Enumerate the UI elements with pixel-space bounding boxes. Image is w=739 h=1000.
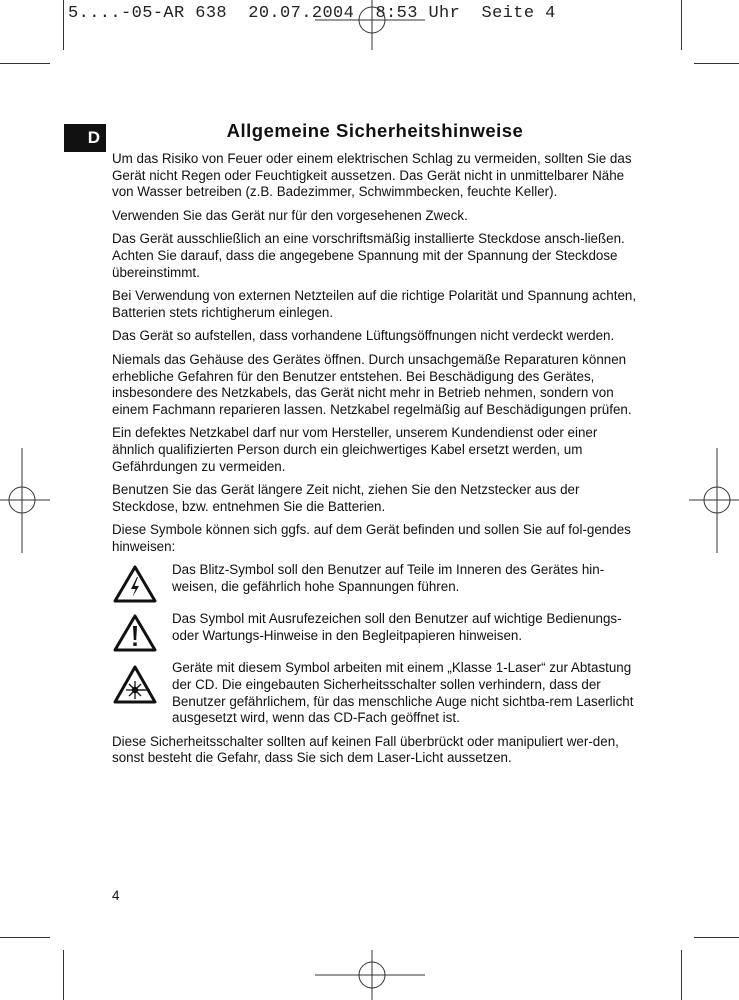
print-slug: 5....-05-AR 638 20.07.2004 8:53 Uhr Seite 4 [68, 4, 556, 23]
registration-mark-right-icon [689, 448, 739, 553]
crop-mark-top-right-v [681, 0, 682, 50]
language-tab: D [64, 124, 106, 152]
paragraph: Verwenden Sie das Gerät nur für den vorgesehenen Zweck. [112, 207, 468, 223]
laser-warning-icon [112, 660, 172, 706]
paragraph: Bei Verwendung von externen Netzteilen auf die richtige Polarität und Spannung achten, Batterien stets richtigherum einlegen. [112, 288, 637, 320]
registration-mark-left-icon [0, 448, 50, 553]
symbol-description: Geräte mit diesem Symbol arbeiten mit einem „Klasse 1-Laser“ zur Abtastung der CD. Die eingebauten Sicherheitsschalter sollen verhindern, dass der Benutzer gefährlichem, für das menschliche Auge nicht sichtba-rem Laserlicht ausgesetzt wird, wenn das CD-Fach geöffnet ist. [172, 660, 634, 726]
crop-mark-bottom-right-v [681, 950, 682, 1000]
registration-mark-bottom-icon [315, 950, 425, 1000]
paragraph: Ein defektes Netzkabel darf nur vom Hersteller, unserem Kundendienst oder einer ähnlich qualifizierten Person durch ein gleichwertiges Kabel ersetzt werden, um Gefährdungen zu vermeiden. [112, 425, 598, 474]
crop-mark-bottom-left-v [63, 950, 64, 1000]
symbol-row-exclamation [112, 611, 642, 653]
paragraph: Niemals das Gehäuse des Gerätes öffnen. Durch unsachgemäße Reparaturen können erhebliche Gefahren für den Benutzer entstehen. Bei Beschädigung des Gerätes, insbesondere des Netzkabels, das Gerät nicht mehr in Betrieb nehmen, sondern von einem Fachmann reparieren lassen. Netzkabel regelmäßig auf Beschädigungen prüfen. [112, 351, 632, 417]
page-number: 4 [112, 888, 120, 903]
registration-mark-top-icon [315, 0, 425, 50]
crop-mark-bottom-left-h [0, 937, 50, 938]
lightning-warning-icon [112, 562, 172, 604]
paragraph: Um das Risiko von Feuer oder einem elektrischen Schlag zu vermeiden, sollten Sie das Gerät nicht Regen oder Feuchtigkeit aussetzen. Das Gerät nicht in unmittelbarer Nähe von Wasser betreiben (z.B. Badezimmer, Schwimmbecken, feuchte Keller). [112, 151, 632, 200]
paragraph: Diese Symbole können sich ggfs. auf dem Gerät befinden und sollen Sie auf fol-gendes hinweisen: [112, 522, 631, 554]
symbol-description: Das Symbol mit Ausrufezeichen soll den Benutzer auf wichtige Bedienungs- oder Wartungs-Hinweise in den Begleitpapieren hinweisen. [172, 611, 622, 644]
crop-mark-bottom-right-h [694, 937, 739, 938]
symbol-row-lightning [112, 562, 642, 604]
page-title: Allgemeine Sicherheitshinweise [226, 120, 524, 141]
paragraph: Das Gerät ausschließlich an eine vorschriftsmäßig installierte Steckdose ansch-ließen. Achten Sie darauf, dass die angegebene Spannung mit der Spannung der Steckdose übereinstimmt. [112, 231, 625, 280]
symbol-description: Das Blitz-Symbol soll den Benutzer auf Teile im Inneren des Gerätes hin-weisen, die gefährlich hohe Spannungen führen. [172, 562, 605, 595]
body-text [112, 151, 642, 774]
symbol-row-laser [112, 660, 642, 726]
crop-mark-top-right-h [694, 63, 739, 64]
paragraph: Das Gerät so aufstellen, dass vorhandene Lüftungsöffnungen nicht verdeckt werden. [112, 328, 615, 344]
paragraph: Benutzen Sie das Gerät längere Zeit nicht, ziehen Sie den Netzstecker aus der Steckdose, bzw. entnehmen Sie die Batterien. [112, 482, 580, 514]
crop-mark-top-left-h [0, 63, 50, 64]
exclamation-warning-icon [112, 611, 172, 653]
closing-paragraph: Diese Sicherheitsschalter sollten auf keinen Fall überbrückt oder manipuliert wer-den, sonst besteht die Gefahr, dass Sie sich dem Laser-Licht aussetzen. [112, 733, 619, 766]
crop-mark-top-left-v [63, 0, 64, 50]
